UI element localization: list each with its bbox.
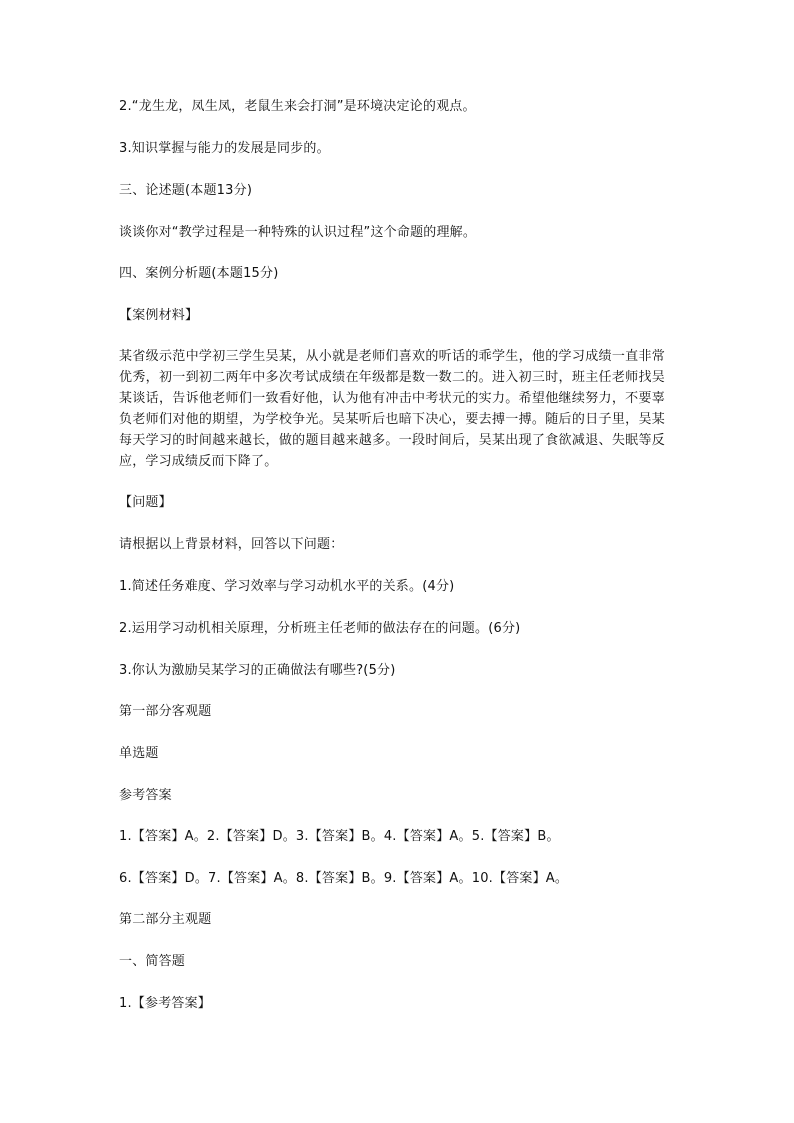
- essay-question: 谈谈你对“教学过程是一种特殊的认识过程”这个命题的理解。: [119, 225, 477, 240]
- part-one-heading: 第一部分客观题: [119, 704, 212, 719]
- question-instruction: 请根据以上背景材料，回答以下问题：: [119, 537, 344, 552]
- case-question-1: 1.简述任务难度、学习效率与学习动机水平的关系。(4分): [119, 579, 455, 594]
- single-choice-heading: 单选题: [119, 746, 159, 761]
- section-heading-essay: 三、论述题(本题13分): [119, 183, 253, 198]
- short-answer-heading: 一、简答题: [119, 954, 186, 969]
- case-material-paragraph: 某省级示范中学初三学生吴某，从小就是老师们喜欢的听话的乖学生，他的学习成绩一直非常优秀，初一到初二两年中多次考试成绩在年级都是数一数二的。进入初三时，班主任老师找吴某谈话，告诉他老师们一致看好他，认为他有冲击中考状元的实力。希望他继续努力，不要辜负老师们对他的期望，为学校争光。吴某听后也暗下决心，要去搏一搏。随后的日子里，吴某每天学习的时间越来越长，做的题目越来越多。一段时间后，吴某出现了食欲减退、失眠等反应，学习成绩反而下降了。: [119, 349, 665, 469]
- question-heading: 【问题】: [119, 495, 172, 510]
- reference-answer-1: 1.【参考答案】: [119, 996, 212, 1011]
- judgment-item-2: 2.“龙生龙，凤生凤，老鼠生来会打洞”是环境决定论的观点。: [119, 99, 476, 114]
- case-material-heading: 【案例材料】: [119, 308, 199, 323]
- section-heading-case-analysis: 四、案例分析题(本题15分): [119, 266, 279, 281]
- answer-row-1-5: 1.【答案】A。2.【答案】D。3.【答案】B。4.【答案】A。5.【答案】B。: [119, 829, 560, 844]
- case-question-3: 3.你认为激励吴某学习的正确做法有哪些?(5分): [119, 663, 396, 678]
- part-two-heading: 第二部分主观题: [119, 912, 212, 927]
- reference-answer-heading: 参考答案: [119, 788, 172, 803]
- case-question-2: 2.运用学习动机相关原理，分析班主任老师的做法存在的问题。(6分): [119, 621, 521, 636]
- judgment-item-3: 3.知识掌握与能力的发展是同步的。: [119, 141, 330, 156]
- answer-row-6-10: 6.【答案】D。7.【答案】A。8.【答案】B。9.【答案】A。10.【答案】A。: [119, 871, 569, 886]
